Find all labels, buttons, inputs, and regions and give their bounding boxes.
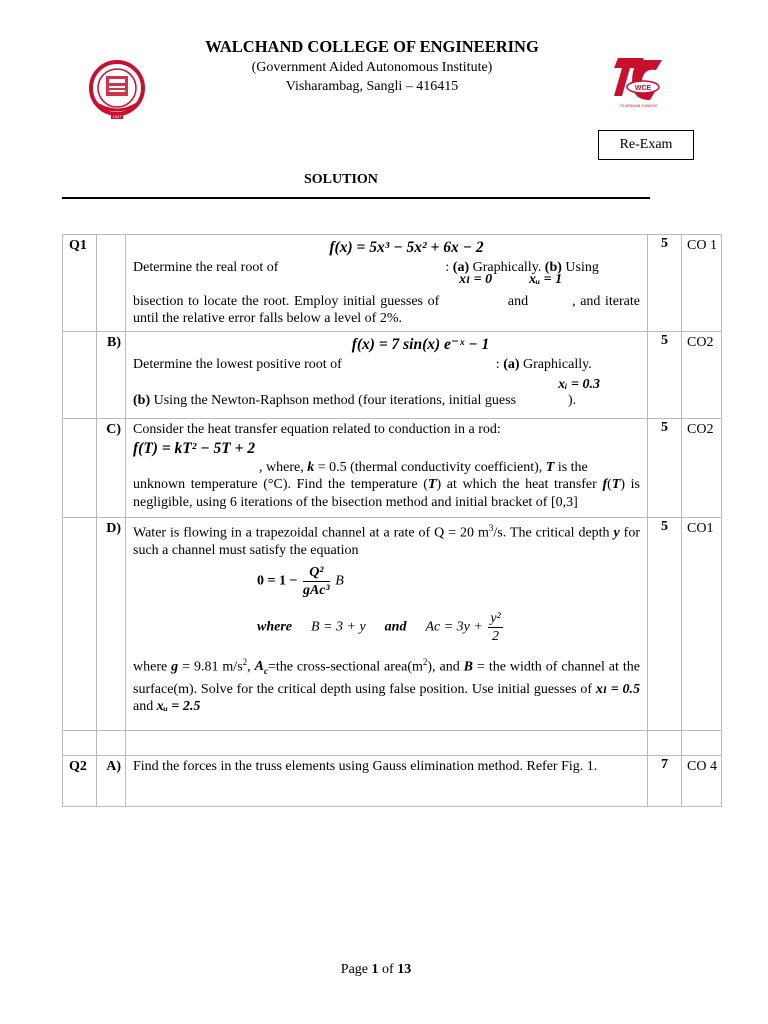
course-outcome: CO1 xyxy=(682,518,722,731)
question-text: Consider the heat transfer equation related to conduction in a rod: f(T) = kT² − 5T + 2 , where, k = 0.5 (thermal conductivity coefficient), T is the unknown temperature (°C). Find the temperature (T) at which the heat transfer f(T) is negligible, using 6 iterations of the bisection method and initial bracket of [0,3] xyxy=(126,419,648,518)
part-label: D) xyxy=(97,518,126,731)
guess-xu: xᵤ = 2.5 xyxy=(156,699,201,715)
marks: 7 xyxy=(648,756,682,807)
guess-xu: xᵤ = 1 xyxy=(529,271,563,287)
marks: 5 xyxy=(648,235,682,332)
course-outcome: CO 4 xyxy=(682,756,722,807)
question-row-q1b xyxy=(63,332,722,419)
equation-ft: f(T) = kT² − 5T + 2 xyxy=(133,439,256,457)
question-number: Q1 xyxy=(63,235,97,332)
guess-xl: xₗ = 0 xyxy=(459,271,493,287)
newton-raphson-text: (b) Using the Newton-Raphson method (four iterations, initial guess xyxy=(133,392,517,408)
college-seal-icon xyxy=(84,58,150,120)
course-outcome: CO2 xyxy=(682,332,722,419)
question-text: Water is flowing in a trapezoidal channel at a rate of Q = 20 $m^3/s$. The critical depth y for such a channel must satisfy the equation 0 = 1 − $\frac{\text{Q²}}{\text{gAc³}}$ B where B = 3 + y and Ac = 3y + $\frac{\text{y²}}{2}$ where g = 9.81 $m/s^2$, $A_c=the$ cross-sectional $area(m^2)$, and B = the width of channel at the surface(m). Solve for the critical depth using false position. Use initial guesses of xₗ = 0.5 and xᵤ = 2.5 xyxy=(126,518,648,731)
marks: 5 xyxy=(648,518,682,731)
equation-fx: f(x) = 7 sin(x) e⁻ˣ − 1 xyxy=(351,336,490,353)
part-label: C) xyxy=(97,419,126,518)
channel-variables-text: where g = 9.81 $m/s^2$, $A_c=the$ cross-sectional $area(m^2)$, and B = the width of channel at the surface(m). Solve for the critical depth using false position. Use initial guesses of xₗ = 0.5 and xᵤ = 2.5 xyxy=(133,656,640,715)
institute-type: (Government Aided Autonomous Institute) xyxy=(251,60,493,75)
equation-fx: f(x) = 5x³ − 5x² + 6x − 2 xyxy=(329,239,484,256)
header-divider xyxy=(62,197,650,199)
part-label: B) xyxy=(97,332,126,419)
heat-transfer-text: , where, k = 0.5 (thermal conductivity coefficient), T is the xyxy=(259,459,588,475)
equation-ac: Ac = 3y + xyxy=(425,619,483,635)
question-row-q1d xyxy=(63,518,722,731)
marks: 5 xyxy=(648,419,682,518)
spacer-row xyxy=(63,731,722,756)
svg-text:WCE: WCE xyxy=(634,85,652,92)
marks: 5 xyxy=(648,332,682,419)
initial-guess: xᵢ = 0.3 xyxy=(558,376,600,392)
guess-xl: xₗ = 0.5 xyxy=(595,681,640,697)
exam-type-box: Re-Exam xyxy=(598,130,694,160)
page-footer: Page 1 of 13 xyxy=(340,962,412,977)
platinum-jubilee-icon xyxy=(610,52,668,114)
question-instructions: : (a) Graphically. (b) Using xyxy=(445,260,599,275)
page-total: 13 xyxy=(397,962,412,977)
solution-heading: SOLUTION xyxy=(304,172,378,187)
svg-text:1947: 1947 xyxy=(112,114,122,119)
question-text: f(x) = 5x³ − 5x² + 6x − 2 Determine the real root of : (a) Graphically. (b) Using xₗ = 0 xᵤ = 1 bisection to locate the root. Employ initial guesses of and , and iterate until the relative error falls below a level of 2%. xyxy=(126,235,648,332)
part-label xyxy=(97,235,126,332)
channel-flow-text: Water is flowing in a trapezoidal channel at a rate of Q = 20 $m^3/s$. The critical depth y for such a channel must satisfy the equation xyxy=(133,523,640,559)
question-number: Q2 xyxy=(63,756,97,807)
equation-b: B = 3 + y xyxy=(311,619,366,635)
course-outcome: CO 1 xyxy=(682,235,722,332)
question-row-q1a xyxy=(63,235,722,332)
question-text: f(x) = 7 sin(x) e⁻ˣ − 1 Determine the lowest positive root of : (a) Graphically. xᵢ = 0.3 (b) Using the Newton-Raphson method (four iterations, initial guess ). xyxy=(126,332,648,419)
college-address: Visharambag, Sangli – 416415 xyxy=(285,79,459,94)
course-outcome: CO2 xyxy=(682,419,722,518)
page-number: 1 xyxy=(371,962,379,977)
questions-table xyxy=(62,234,722,807)
college-name: WALCHAND COLLEGE OF ENGINEERING xyxy=(205,37,539,56)
svg-text:PLATINUM JUBILEE: PLATINUM JUBILEE xyxy=(620,103,658,108)
question-row-q2a xyxy=(63,756,722,807)
question-row-q1c xyxy=(63,419,722,518)
part-label: A) xyxy=(97,756,126,807)
question-text: Find the forces in the truss elements using Gauss elimination method. Refer Fig. 1. xyxy=(126,756,648,807)
